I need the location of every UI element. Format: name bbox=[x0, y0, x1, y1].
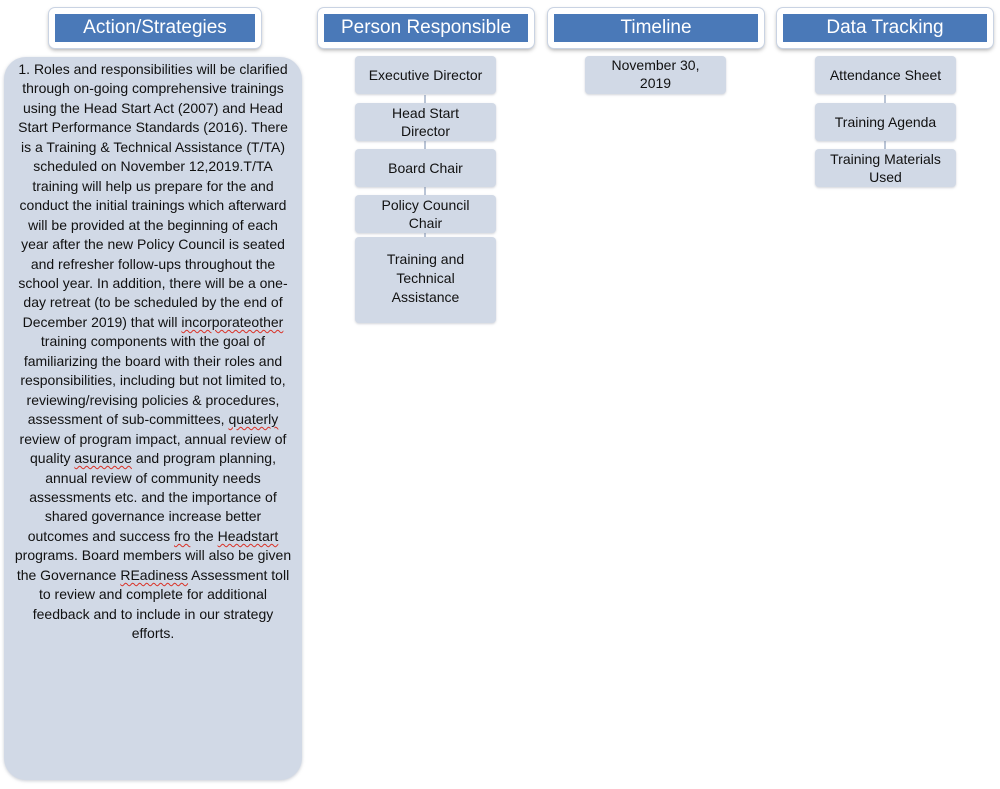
timeline-label: November 30, 2019 bbox=[611, 57, 700, 91]
action-text-7: Assessment toll to review and complete for additional feedback and to include in our strategy efforts. bbox=[32, 566, 290, 642]
header-timeline bbox=[548, 8, 764, 48]
action-text-misspelled-4: fro bbox=[174, 527, 191, 544]
header-person-responsible-label: Person Responsible bbox=[324, 14, 528, 42]
tracking-card-attendance-sheet bbox=[815, 56, 956, 94]
person-card-training-technical-assistance bbox=[355, 237, 496, 323]
person-label: Policy Council Chair bbox=[381, 197, 470, 231]
person-card-policy-council-chair bbox=[355, 195, 496, 233]
action-text-4: and program planning, annual review of community needs assessments etc. and the importance of shared governance increase better outcomes and success bbox=[27, 450, 277, 544]
header-action-strategies-label: Action/Strategies bbox=[55, 14, 255, 42]
tracking-label: Attendance Sheet bbox=[829, 67, 942, 83]
action-text-misspelled-2: quaterly bbox=[228, 411, 279, 428]
header-timeline-label: Timeline bbox=[554, 14, 758, 42]
header-data-tracking bbox=[777, 8, 993, 48]
action-text-1: 1. Roles and responsibilities will be clarified through on-going comprehensive trainings using the Head Start Act (2007) and Head Start Performance Standards (2016). There is a Training & Technical Assistance (T/TA) scheduled on November 12,2019.T/TA training will help us prepare for the and conduct the initial trainings which afterward will be provided at the beginning of each year after the new Policy Council is seated and refresher follow-ups throughout the school year. In addition, there will be a one-day retreat (to be scheduled by the end of December 2019) that will bbox=[18, 61, 288, 330]
tracking-label: Training Materials Used bbox=[830, 151, 941, 185]
action-text-3: review of program impact, annual review of quality bbox=[19, 430, 287, 467]
action-text-misspelled-3: asurance bbox=[74, 450, 132, 467]
action-strategy-card bbox=[4, 57, 302, 780]
person-label: Training and Technical Assistance bbox=[386, 251, 465, 305]
tracking-card-training-agenda bbox=[815, 103, 956, 141]
header-person-responsible bbox=[318, 8, 534, 48]
person-label: Head Start Director bbox=[392, 105, 459, 139]
person-card-head-start-director bbox=[355, 103, 496, 141]
person-label: Executive Director bbox=[368, 67, 483, 83]
timeline-card bbox=[585, 56, 726, 94]
action-text-misspelled-5: Headstart bbox=[217, 527, 279, 544]
action-text-misspelled-6: REadiness bbox=[120, 566, 189, 583]
person-card-executive-director bbox=[355, 56, 496, 94]
action-text-misspelled-1: incorporateother bbox=[181, 313, 284, 330]
person-label: Board Chair bbox=[388, 160, 463, 176]
tracking-label: Training Agenda bbox=[834, 114, 937, 130]
header-action-strategies bbox=[49, 8, 261, 48]
person-card-board-chair bbox=[355, 149, 496, 187]
tracking-card-training-materials-used bbox=[815, 149, 956, 187]
action-text-5: the bbox=[190, 527, 218, 544]
header-data-tracking-label: Data Tracking bbox=[783, 14, 987, 42]
action-text-2: training components with the goal of familiarizing the board with their roles and responsibilities, including but not limited to, reviewing/revising policies & procedures, assessment of sub-committees, bbox=[20, 333, 286, 428]
action-text-6: programs. Board members will also be given the Governance bbox=[14, 547, 292, 583]
